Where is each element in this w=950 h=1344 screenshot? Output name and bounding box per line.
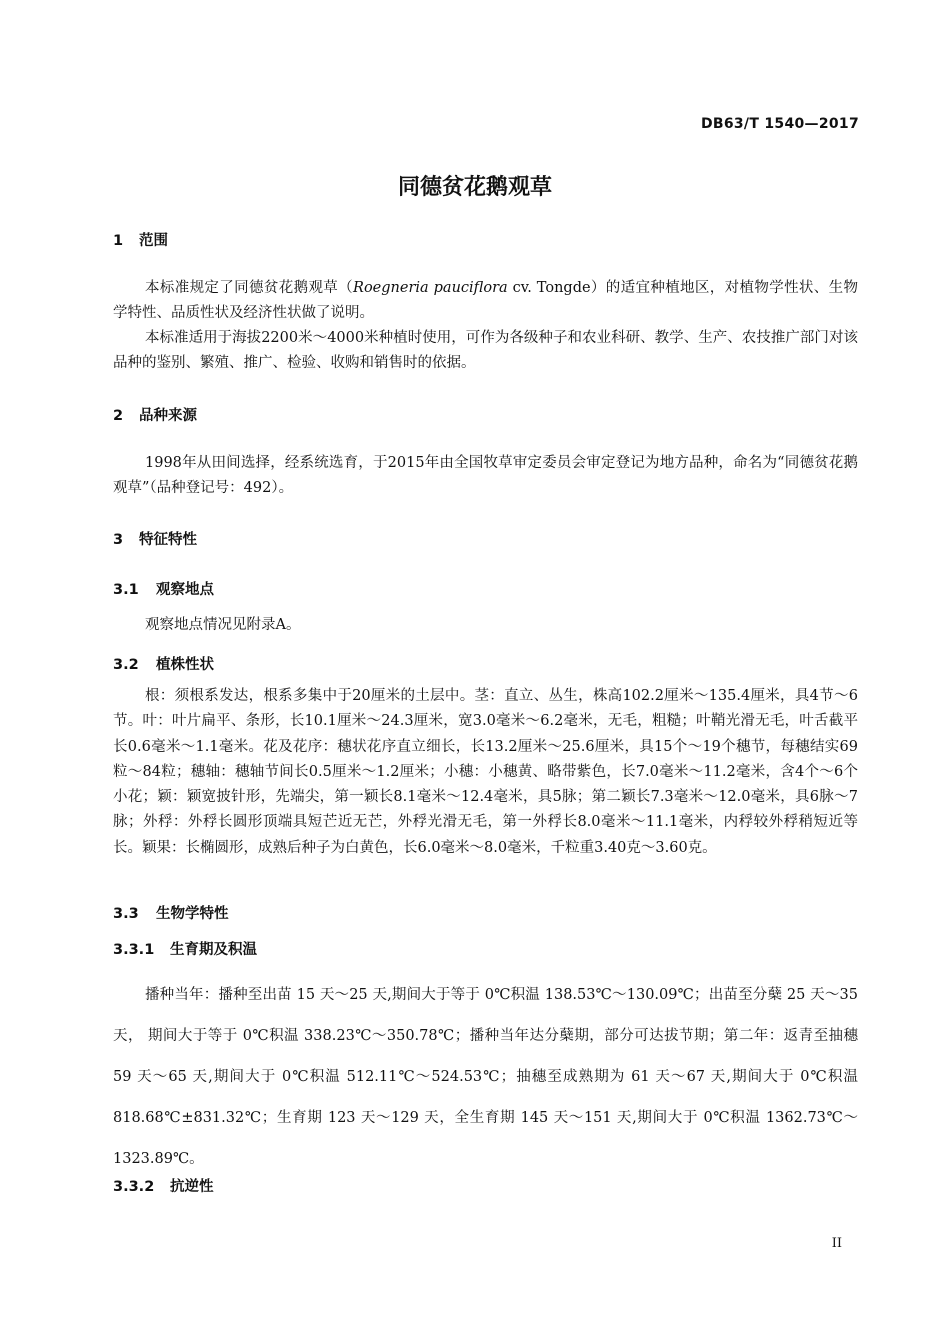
section-number: 3.3 (113, 906, 139, 922)
section-number: 3.3.2 (113, 1179, 155, 1195)
section-title: 植株性状 (156, 657, 214, 673)
observation-paragraph: 观察地点情况见附录A。 (145, 617, 301, 633)
section-3-3-heading (113, 902, 229, 923)
standard-code: DB63/T 1540—2017 (700, 116, 859, 132)
section-number: 1 (113, 233, 124, 249)
growth-period-paragraph: 播种当年：播种至出苗 15 天～25 天,期间大于等于 0℃积温 138.53℃～130.09℃；出苗至分蘖 25 天～35 天， 期间大于等于 0℃积温 338.23℃～350.78℃；播种当年达分蘖期，部分可达拔节期；第二年：返青至抽穗 59 天～65 天,期间大于 0℃积温 512.11℃～524.53℃；抽穗至成熟期为 61 天～67 天,期间大于 0℃积温 818.68℃±831.32℃；生育期 123 天～129 天，全生育期 145 天～151 天,期间大于 0℃积温 1362.73℃～1323.89℃。 (113, 987, 858, 1167)
section-title: 生物学特性 (156, 906, 229, 922)
scope-paragraph-2: 本标准适用于海拔2200米～4000米种植时使用，可作为各级种子和农业科研、教学、生产、农技推广部门对该品种的鉴别、繁殖、推广、检验、收购和销售时的依据。 (113, 330, 858, 372)
document-title: 同德贫花鹅观草 (397, 175, 552, 200)
section-title: 品种来源 (139, 408, 197, 424)
section-title: 观察地点 (156, 582, 214, 598)
section-3-3-1-heading (113, 938, 257, 959)
section-2-heading (113, 404, 197, 425)
section-title: 特征特性 (139, 532, 197, 548)
scope-paragraph-1: 本标准规定了同德贫花鹅观草（Roegneria pauciflora cv. Tongde）的适宜种植地区，对植物学性状、生物学特性、品质性状及经济性状做了说明。 (113, 280, 859, 322)
section-1-heading (113, 229, 168, 250)
section-title: 范围 (139, 233, 168, 249)
section-3-3-2-heading (113, 1175, 214, 1196)
section-title: 抗逆性 (170, 1179, 214, 1195)
section-number: 2 (113, 408, 124, 424)
section-number: 3.3.1 (113, 942, 155, 958)
section-title: 生育期及积温 (170, 942, 257, 958)
origin-paragraph: 1998年从田间选择，经系统选育，于2015年由全国牧草审定委员会审定登记为地方品种，命名为“同德贫花鹅观草”（品种登记号：492）。 (113, 455, 858, 497)
plant-traits-paragraph: 根：须根系发达，根系多集中于20厘米的土层中。茎：直立、丛生，株高102.2厘米～135.4厘米，具4节～6节。叶：叶片扁平、条形，长10.1厘米～24.3厘米，宽3.0毫米～6.2毫米，无毛，粗糙；叶鞘光滑无毛，叶舌截平长0.6毫米～1.1毫米。花及花序：穗状花序直立细长，长13.2厘米～25.6厘米，具15个～19个穗节，每穗结实69粒～84粒；穗轴：穗轴节间长0.5厘米～1.2厘米；小穗：小穗黄、略带紫色，长7.0毫米～11.2毫米，含4个～6个小花；颖：颖宽披针形，先端尖，第一颖长8.1毫米～12.4毫米，具5脉；第二颖长7.3毫米～12.0毫米，具6脉～7脉；外稃：外稃长圆形顶端具短芒近无芒，外稃光滑无毛，第一外稃长8.0毫米～11.1毫米，内稃较外稃稍短近等长。颖果：长椭圆形，成熟后种子为白黄色，长6.0毫米～8.0毫米，千粒重3.40克～3.60克。 (113, 688, 858, 856)
section-number: 3.1 (113, 582, 139, 598)
section-number: 3 (113, 532, 124, 548)
latin-name: Roegneria pauciflora (353, 280, 508, 296)
section-3-heading (113, 528, 197, 549)
page-number: II (831, 1236, 842, 1251)
section-number: 3.2 (113, 657, 139, 673)
section-3-1-heading (113, 578, 214, 599)
section-3-2-heading (113, 653, 214, 674)
